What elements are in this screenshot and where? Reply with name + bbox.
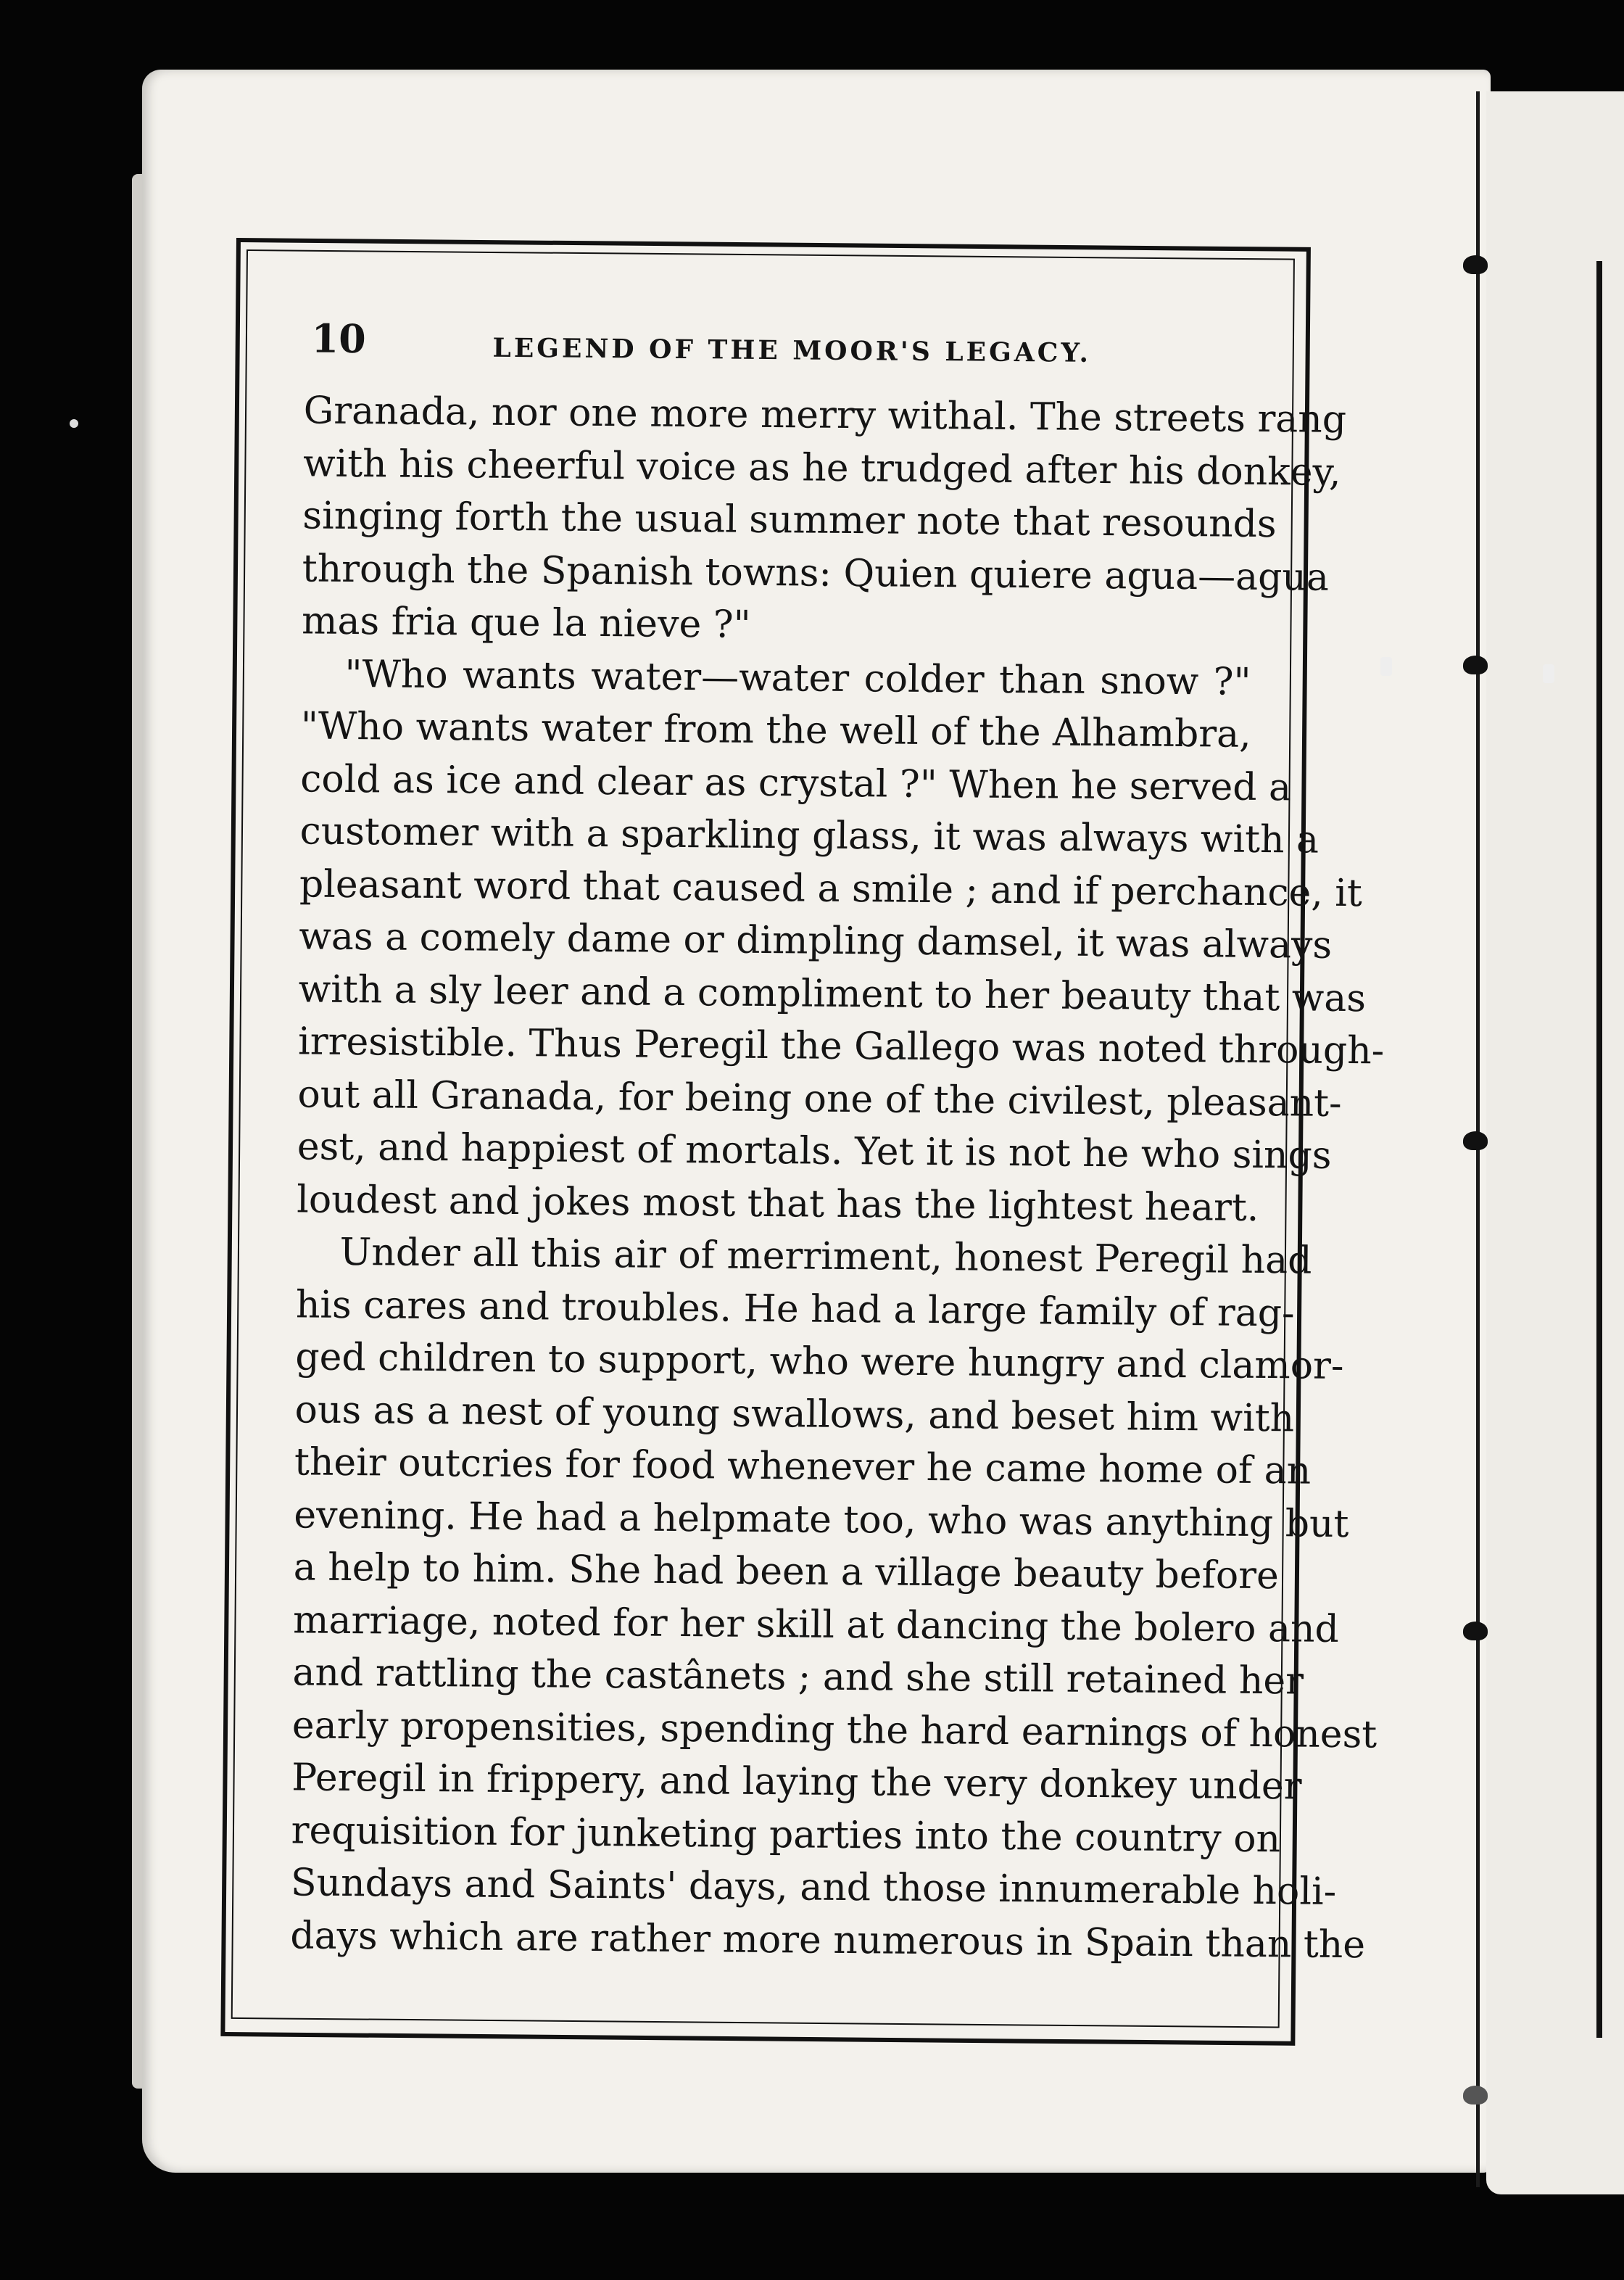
text-line: loudest and jokes most that has the lightest heart.	[296, 1177, 1259, 1230]
printed-text-block	[254, 305, 1385, 1981]
text-line: and rattling the castânets ; and she still retained her	[292, 1651, 1304, 1703]
facing-page-frame	[1596, 261, 1602, 2038]
text-line: cold as ice and clear as crystal ?" When he served a	[300, 756, 1292, 809]
text-line: their outcries for food whenever he came home of an	[294, 1440, 1312, 1493]
text-line: ged children to support, who were hungry and clamor-	[295, 1335, 1344, 1389]
page-header	[268, 305, 1254, 393]
running-title: LEGEND OF THE MOOR'S LEGACY.	[492, 332, 1092, 368]
text-line: est, and happiest of mortals. Yet it is not he who sings	[297, 1125, 1332, 1178]
text-line: pleasant word that caused a smile ; and if perchance, it	[299, 862, 1363, 915]
text-line: "Who wants water—water colder than snow ?"	[344, 652, 1251, 704]
text-line: with a sly leer and a compliment to her beauty that was	[298, 967, 1367, 1020]
text-line: his cares and troubles. He had a large family of rag-	[295, 1282, 1295, 1335]
text-line: with his cheerful voice as he trudged after his donkey,	[302, 441, 1341, 495]
text-line: early propensities, spending the hard earnings of honest	[291, 1703, 1378, 1756]
text-line: mas fria que la nieve ?"	[301, 599, 751, 647]
body-text	[254, 384, 1385, 1970]
text-line: "Who wants water from the well of the Alhambra,	[300, 704, 1251, 756]
binding-stitch	[1463, 255, 1488, 274]
text-line: days which are rather more numerous in Spain than the	[290, 1913, 1366, 1967]
text-line: Peregil in frippery, and laying the very donkey under	[291, 1756, 1302, 1809]
text-line: customer with a sparkling glass, it was always with a	[299, 809, 1320, 862]
text-line: Granada, nor one more merry withal. The streets rang	[303, 389, 1347, 442]
page-number: 10	[311, 315, 367, 363]
text-line: ous as a nest of young swallows, and beset him with	[294, 1387, 1295, 1440]
dust-speck	[1380, 657, 1392, 676]
facing-page	[1486, 91, 1624, 2194]
text-line: requisition for junketing parties into the country on	[291, 1808, 1281, 1861]
text-line: Under all this air of merriment, honest Peregil had	[339, 1230, 1312, 1283]
binding-stitch	[1463, 1622, 1488, 1640]
text-line: singing forth the usual summer note that resounds	[302, 494, 1277, 547]
text-line: evening. He had a helpmate too, who was anything but	[294, 1492, 1349, 1546]
text-line: through the Spanish towns: Quien quiere agua—agua	[302, 546, 1330, 600]
binding-stitch	[1463, 656, 1488, 674]
dust-speck	[1543, 664, 1554, 683]
text-line: marriage, noted for her skill at dancing the bolero and	[292, 1598, 1340, 1651]
text-line: Sundays and Saints' days, and those innumerable holi-	[290, 1861, 1337, 1914]
text-line: a help to him. She had been a village beauty before	[293, 1545, 1280, 1598]
binding-stitch	[1463, 1131, 1488, 1150]
text-line: out all Granada, for being one of the civilest, pleasant-	[297, 1072, 1342, 1125]
dust-speck	[70, 419, 78, 428]
text-line: irresistible. Thus Peregil the Gallego was noted through-	[297, 1020, 1385, 1073]
binding-stitch	[1463, 2086, 1488, 2105]
text-line: was a comely dame or dimpling damsel, it was always	[299, 914, 1333, 967]
